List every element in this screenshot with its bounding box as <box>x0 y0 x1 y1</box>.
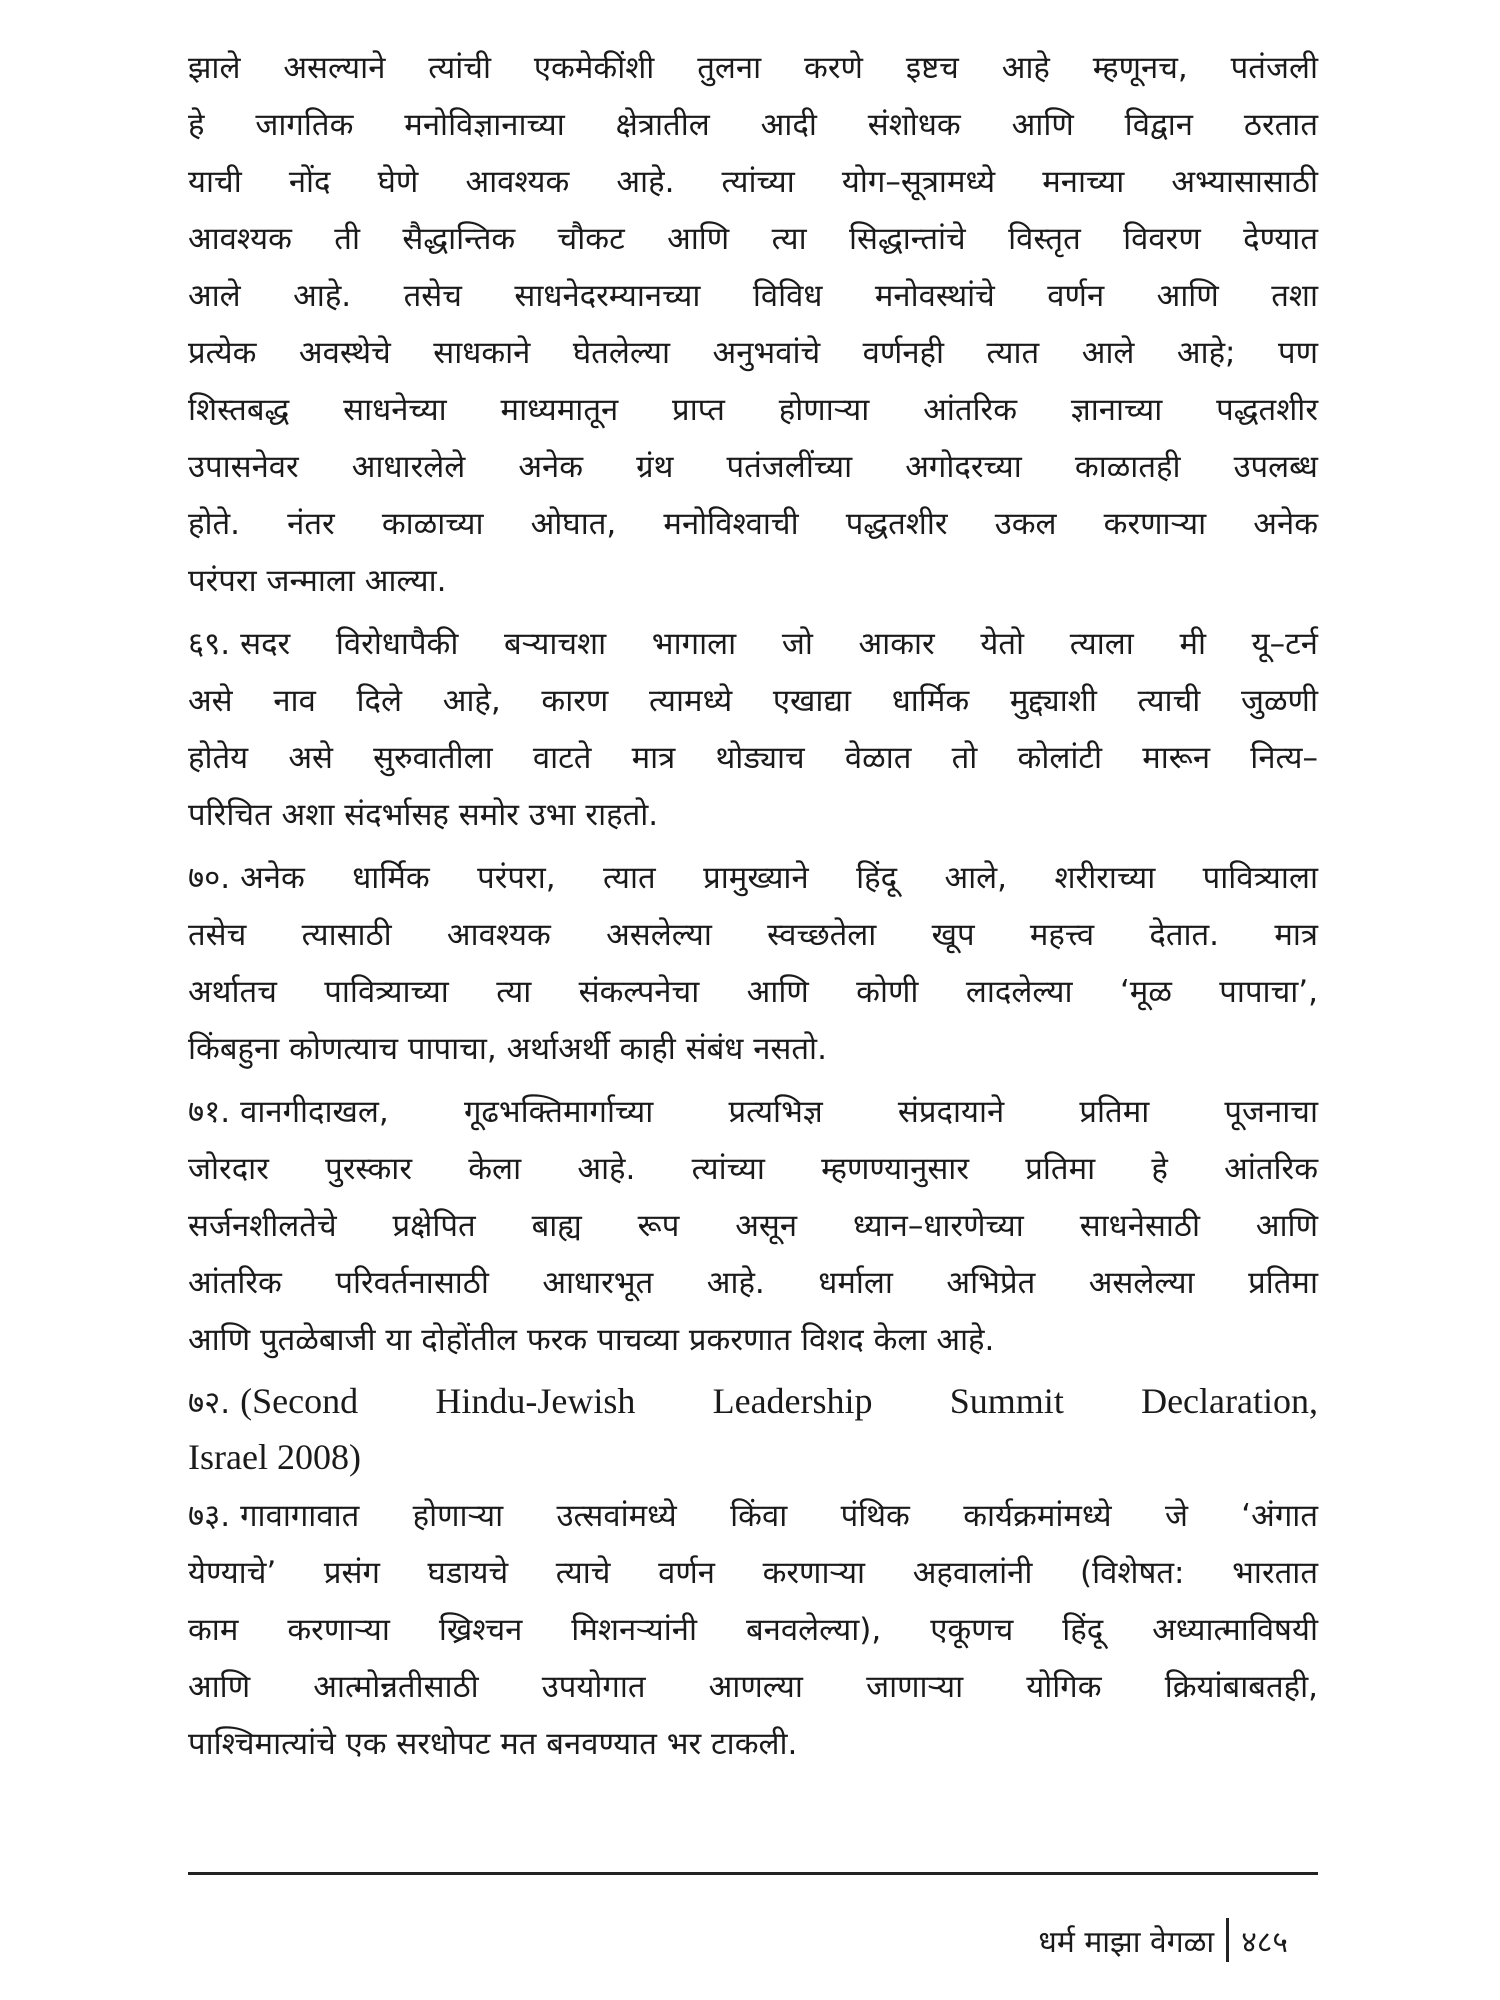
note-text: वानगीदाखल, गूढभक्तिमार्गाच्या प्रत्यभिज्ञ संप्रदायाने प्रतिमा पूजनाचा <box>240 1094 1318 1130</box>
text-line: जोरदार पुरस्कार केला आहे. त्यांच्या म्हणण्यानुसार प्रतिमा हे आंतरिक <box>188 1151 1318 1187</box>
text-line: येण्याचे’ प्रसंग घडायचे त्याचे वर्णन करणाऱ्या अहवालांनी (विशेषत: भारतात <box>188 1555 1318 1591</box>
text-line <box>188 1488 1318 1545</box>
text-line <box>188 1375 1318 1432</box>
text-line <box>188 616 1318 673</box>
text-line: परिचित अशा संदर्भासह समोर उभा राहतो. <box>188 797 659 833</box>
text-line <box>188 1084 1318 1141</box>
note-number: ६९. <box>188 626 231 662</box>
text-line: प्रत्येक अवस्थेचे साधकाने घेतलेल्या अनुभवांचे वर्णनही त्यात आले आहे; पण <box>188 335 1318 371</box>
note-71 <box>188 1084 1318 1369</box>
text-line: होते. नंतर काळाच्या ओघात, मनोविश्वाची पद्धतशीर उकल करणाऱ्या अनेक <box>188 506 1318 542</box>
page-footer <box>1038 1918 1288 1962</box>
note-72 <box>188 1375 1318 1482</box>
text-line: पाश्चिमात्यांचे एक सरधोपट मत बनवण्यात भर टाकली. <box>188 1726 798 1762</box>
text-line: आणि आत्मोन्नतीसाठी उपयोगात आणल्या जाणाऱ्या योगिक क्रियांबाबतही, <box>188 1669 1318 1705</box>
book-page <box>188 40 1318 1980</box>
text-line: किंबहुना कोणत्याच पापाचा, अर्थाअर्थी काही संबंध नसतो. <box>188 1031 827 1067</box>
book-title: धर्म माझा वेगळा <box>1038 1924 1215 1960</box>
text-line: याची नोंद घेणे आवश्यक आहे. त्यांच्या योग–सूत्रामध्ये मनाच्या अभ्यासासाठी <box>188 164 1318 200</box>
note-text: (Second Hindu-Jewish Leadership Summit Declaration, <box>240 1381 1318 1421</box>
page-number: ४८५ <box>1241 1924 1288 1960</box>
text-line: होतेय असे सुरुवातीला वाटते मात्र थोड्याच वेळात तो कोलांटी मारून नित्य– <box>188 740 1318 776</box>
note-text: गावागावात होणाऱ्या उत्सवांमध्ये किंवा पंथिक कार्यक्रमांमध्ये जे ‘अंगात <box>240 1498 1318 1534</box>
note-number: ७२. <box>188 1385 231 1421</box>
note-73 <box>188 1488 1318 1773</box>
text-line: उपासनेवर आधारलेले अनेक ग्रंथ पतंजलींच्या अगोदरच्या काळातही उपलब्ध <box>188 449 1318 485</box>
text-line: असे नाव दिले आहे, कारण त्यामध्ये एखाद्या धार्मिक मुद्द्याशी त्याची जुळणी <box>188 683 1318 719</box>
footer-separator <box>1226 1918 1229 1962</box>
text-line: परंपरा जन्माला आल्या. <box>188 563 447 599</box>
footer-divider <box>188 1872 1318 1875</box>
note-text: अनेक धार्मिक परंपरा, त्यात प्रामुख्याने हिंदू आले, शरीराच्या पावित्र्याला <box>240 860 1318 896</box>
text-line: आंतरिक परिवर्तनासाठी आधारभूत आहे. धर्माला अभिप्रेत असलेल्या प्रतिमा <box>188 1265 1318 1301</box>
text-line <box>188 850 1318 907</box>
text-line: काम करणाऱ्या ख्रिश्चन मिशनऱ्यांनी बनवलेल्या), एकूणच हिंदू अध्यात्माविषयी <box>188 1612 1318 1648</box>
note-number: ७०. <box>188 860 231 896</box>
text-line: तसेच त्यासाठी आवश्यक असलेल्या स्वच्छतेला खूप महत्त्व देतात. मात्र <box>188 917 1318 953</box>
text-line: अर्थातच पावित्र्याच्या त्या संकल्पनेचा आणि कोणी लादलेल्या ‘मूळ पापाचा’, <box>188 974 1318 1010</box>
text-line: सर्जनशीलतेचे प्रक्षेपित बाह्य रूप असून ध्यान–धारणेच्या साधनेसाठी आणि <box>188 1208 1318 1244</box>
note-text: सदर विरोधापैकी बऱ्याचशा भागाला जो आकार येतो त्याला मी यू–टर्न <box>240 626 1318 662</box>
text-line: हे जागतिक मनोविज्ञानाच्या क्षेत्रातील आदी संशोधक आणि विद्वान ठरतात <box>188 107 1318 143</box>
note-number: ७१. <box>188 1094 231 1130</box>
note-69 <box>188 616 1318 844</box>
note-number: ७३. <box>188 1498 231 1534</box>
text-line: आवश्यक ती सैद्धान्तिक चौकट आणि त्या सिद्धान्तांचे विस्तृत विवरण देण्यात <box>188 221 1318 257</box>
text-line: शिस्तबद्ध साधनेच्या माध्यमातून प्राप्त होणाऱ्या आंतरिक ज्ञानाच्या पद्धतशीर <box>188 392 1318 428</box>
note-70 <box>188 850 1318 1078</box>
text-line: झाले असल्याने त्यांची एकमेकींशी तुलना करणे इष्टच आहे म्हणूनच, पतंजली <box>188 50 1318 86</box>
paragraph-intro <box>188 40 1318 610</box>
text-line: आणि पुतळेबाजी या दोहोंतील फरक पाचव्या प्रकरणात विशद केला आहे. <box>188 1322 995 1358</box>
text-line: Israel 2008) <box>188 1437 361 1477</box>
text-line: आले आहे. तसेच साधनेदरम्यानच्या विविध मनोवस्थांचे वर्णन आणि तशा <box>188 278 1318 314</box>
